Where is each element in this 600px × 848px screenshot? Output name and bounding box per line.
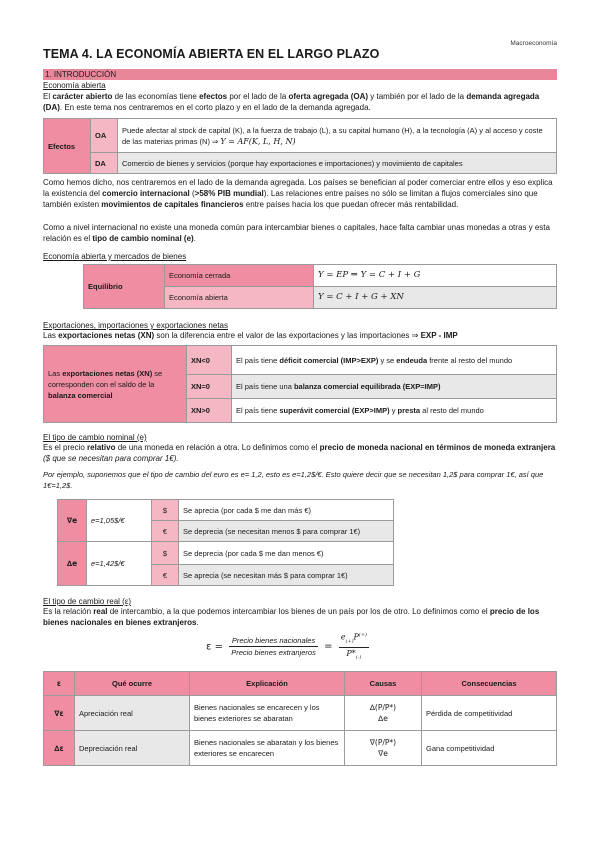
equals-sign: = bbox=[324, 641, 333, 653]
row-symbol: ∇ε bbox=[44, 696, 75, 731]
row-causes: ∇(P/P*) ∇e bbox=[345, 731, 422, 766]
intro-paragraph: El carácter abierto de las economías tiene efectos por el lado de la oferta agregada (OA) y también por el lado de la demanda agregada (DA). En este tema nos centraremos en el corto plazo y en el lado de la demanda agregada. bbox=[43, 92, 540, 112]
real-paragraph: Es la relación real de intercambio, a la que podemos intercambiar los bienes de un país por los de otro. Lo definimos como el precio de los bienes nacionales en bienes extranjeros. bbox=[43, 607, 540, 627]
header-epsilon: ε bbox=[44, 672, 75, 696]
p-var: P bbox=[353, 632, 359, 642]
net-exports-table bbox=[43, 345, 557, 423]
section-bar: 1. INTRODUCCIÓN bbox=[43, 69, 557, 80]
nominal-up-symbol: ∆e bbox=[58, 542, 87, 586]
row-explanation: Bienes nacionales se encarecen y los bienes exteriores se abaratan bbox=[190, 696, 345, 731]
epsilon-symbol: ε = bbox=[206, 641, 223, 653]
nominal-up-value: e=1,42$/€ bbox=[87, 542, 152, 586]
nominal-row-text: Se aprecia (se necesitan más $ para comprar 1€) bbox=[179, 565, 394, 586]
row-explanation: Bienes nacionales se abaratan y los bienes exteriores se encarecen bbox=[190, 731, 345, 766]
real-exchange-table bbox=[43, 671, 557, 766]
row-consequences: Pérdida de competitividad bbox=[422, 696, 557, 731]
nominal-down-value: e=1,05$/€ bbox=[87, 500, 152, 542]
subject-label: Macroeconomía bbox=[510, 40, 557, 47]
nominal-example: Por ejemplo, suponemos que el tipo de cambio del euro es e= 1,2, esto es e=1,2$/€. Esto quiere decir que se necesitan 1,2$ para comprar 1€, así que 1€=1,2$. bbox=[43, 470, 544, 490]
nominal-row-text: Se aprecia (por cada $ me dan más €) bbox=[179, 500, 394, 521]
open-economy-label: Economía abierta bbox=[165, 287, 314, 309]
row-what: Apreciación real bbox=[75, 696, 190, 731]
page-title: TEMA 4. LA ECONOMÍA ABIERTA EN EL LARGO PLAZO bbox=[43, 47, 380, 61]
currency-dollar: $ bbox=[152, 542, 179, 565]
e-var: e bbox=[340, 632, 346, 642]
open-economy-equation: Y = C + I + G + XN bbox=[314, 287, 557, 309]
intro-block bbox=[43, 80, 557, 113]
nominal-paragraph: Es el precio relativo de una moneda en relación a otra. Lo definimos como el precio de moneda nacional en términos de moneda extranjera ($ que se necesitan para comprar 1€). bbox=[43, 443, 556, 463]
da-label: DA bbox=[91, 153, 118, 174]
header-causes: Causas bbox=[345, 672, 422, 696]
xn-zero-text: El país tiene una balanza comercial equilibrada (EXP=IMP) bbox=[232, 375, 557, 399]
formula-fraction bbox=[229, 635, 318, 658]
currency-euro: € bbox=[152, 521, 179, 542]
xn-positive-label: XN>0 bbox=[187, 399, 232, 423]
row-causes: ∆(P/P*) ∆e bbox=[345, 696, 422, 731]
row-what: Depreciación real bbox=[75, 731, 190, 766]
subheading-nominal: El tipo de cambio nominal (e) bbox=[43, 433, 147, 442]
formula-denominator: Precio bienes extranjeros bbox=[231, 648, 316, 658]
net-exports-description: Las exportaciones netas (XN) se corresponden con el saldo de la balanza comercial bbox=[44, 346, 187, 423]
equilibrium-label: Equilibrio bbox=[84, 265, 165, 309]
effects-table bbox=[43, 118, 557, 174]
p-star-var: P* bbox=[346, 649, 356, 659]
subheading-real: El tipo de cambio real (ε) bbox=[43, 597, 132, 606]
xn-negative-label: XN<0 bbox=[187, 346, 232, 375]
oa-text: Puede afectar al stock de capital (K), a la fuerza de trabajo (L), a su capital humano (H), a la tecnología (A) y al acceso y coste de las materias primas (N) ⇒ Y = AF(K, L, H, N) bbox=[118, 119, 557, 153]
subheading-open-economy: Economía abierta bbox=[43, 81, 106, 90]
subheading-exports: Exportaciones, importaciones y exportaciones netas bbox=[43, 321, 228, 330]
exports-paragraph: Las exportaciones netas (XN) son la diferencia entre el valor de las exportaciones y las importaciones ⇒ EXP - IMP bbox=[43, 331, 458, 340]
intro-paragraph-3: Como a nivel internacional no existe una moneda común para intercambiar bienes o capitales, hace falta cambiar unas monedas a otras y esta relación es el tipo de cambio nominal (e). bbox=[43, 223, 550, 243]
header-what: Qué ocurre bbox=[75, 672, 190, 696]
currency-euro: € bbox=[152, 565, 179, 586]
subheading-markets: Economía abierta y mercados de bienes bbox=[43, 252, 187, 261]
equilibrium-table bbox=[83, 264, 557, 309]
xn-zero-label: XN=0 bbox=[187, 375, 232, 399]
real-exchange-formula bbox=[206, 630, 466, 664]
formula-fraction-2: $\frac{e_{(+)}P^{(+)}}{P*_{(-)}}$ bbox=[340, 632, 368, 661]
effects-label: Efectos bbox=[44, 119, 91, 174]
intro-paragraph-2: Como hemos dicho, nos centraremos en el lado de la demanda agregada. Los países se benefician al poder comerciar entre ellos y eso explica la existencia del comercio internacional (>58% PIB mundial). Las relaciones entre países no sólo se limitan a flujos comerciales sino que también existen movimientos de capitales financieros entre países hacia los que puedan ofrecer más rentabilidad. bbox=[43, 178, 553, 209]
row-symbol: ∆ε bbox=[44, 731, 75, 766]
da-text: Comercio de bienes y servicios (porque hay exportaciones e importaciones) y movimiento de capitales bbox=[118, 153, 557, 174]
xn-positive-text: El país tiene superávit comercial (EXP>IMP) y presta al resto del mundo bbox=[232, 399, 557, 423]
closed-economy-label: Economía cerrada bbox=[165, 265, 314, 287]
xn-negative-text: El país tiene déficit comercial (IMP>EXP) y se endeuda frente al resto del mundo bbox=[232, 346, 557, 375]
nominal-table bbox=[57, 499, 394, 586]
formula-numerator: Precio bienes nacionales bbox=[229, 635, 318, 647]
row-consequences: Gana competitividad bbox=[422, 731, 557, 766]
closed-economy-equation: Y = EP ⇒ Y = C + I + G bbox=[314, 265, 557, 287]
header-consequences: Consecuencias bbox=[422, 672, 557, 696]
nominal-row-text: Se deprecia (se necesitan menos $ para comprar 1€) bbox=[179, 521, 394, 542]
header-explanation: Explicación bbox=[190, 672, 345, 696]
oa-label: OA bbox=[91, 119, 118, 153]
nominal-row-text: Se deprecia (por cada $ me dan menos €) bbox=[179, 542, 394, 565]
currency-dollar: $ bbox=[152, 500, 179, 521]
nominal-down-symbol: ∇e bbox=[58, 500, 87, 542]
